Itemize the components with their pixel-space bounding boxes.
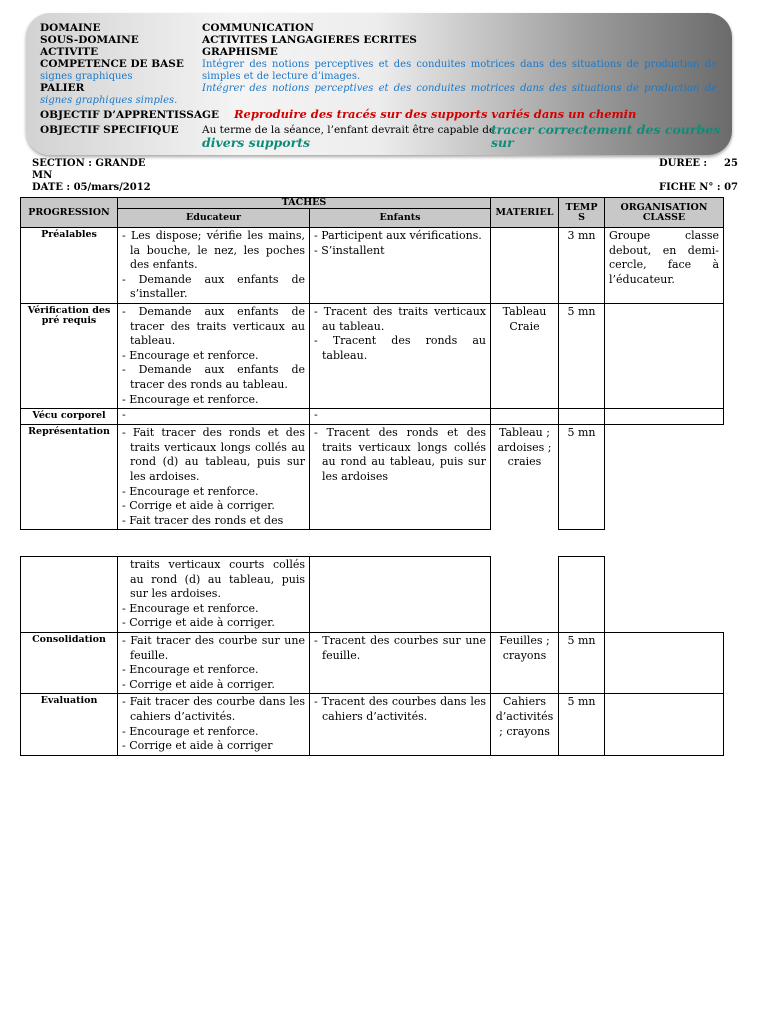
palier-label: PALIER [40, 82, 85, 94]
materiel-cell: Cahiers d’activités ; crayons [491, 694, 559, 755]
progression-cell: Evaluation [21, 694, 118, 755]
list-item: - S’installent [314, 243, 385, 257]
materiel-cell: Tableau ; ardoises ; craies [491, 425, 559, 530]
list-item: - Corrige et aide à corriger. [122, 677, 275, 691]
educateur-cell [118, 694, 310, 755]
activite-label: ACTIVITE [40, 46, 99, 58]
competence-line-1: Intégrer des notions perceptives et des conduites motrices dans des situations de production de [202, 59, 717, 70]
table-row [21, 557, 724, 633]
list-item: - Encourage et renforce. [122, 484, 259, 498]
objectif-specifique-cut: divers supports [202, 135, 311, 150]
activite-value: GRAPHISME [202, 46, 278, 58]
objectif-specifique-label: OBJECTIF SPECIFIQUE [40, 124, 179, 136]
temps-cell: 5 mn [559, 633, 605, 694]
progression-header: PROGRESSION [21, 198, 118, 228]
temps-cell: 5 mn [559, 425, 605, 530]
educateur-header: Educateur [118, 209, 310, 228]
temps-cell: 5 mn [559, 303, 605, 408]
educateur-cell [118, 633, 310, 694]
sous-domaine-value: ACTIVITES LANGAGIERES ECRITES [202, 34, 417, 46]
table-row [21, 228, 724, 304]
table-row [21, 694, 724, 755]
lesson-header-box [26, 13, 732, 155]
progression-cell: Consolidation [21, 633, 118, 694]
list-item: - Encourage et renforce. [122, 724, 259, 738]
list-item: - Fait tracer des courbe sur une feuille. [122, 634, 305, 662]
organisation-header: ORGANISATION CLASSE [605, 198, 724, 228]
competence-line-2b: simples et de lecture d’images. [202, 71, 361, 82]
enfants-header: Enfants [310, 209, 491, 228]
educateur-cell [118, 303, 310, 408]
materiel-cell [491, 557, 559, 633]
domaine-value: COMMUNICATION [202, 22, 314, 34]
enfants-cell [310, 633, 491, 694]
list-item: - Encourage et renforce. [122, 663, 259, 677]
list-item: - Demande aux enfants de s’installer. [122, 272, 305, 301]
educateur-cell [118, 425, 310, 530]
materiel-cell [491, 409, 559, 425]
organisation-cell [605, 557, 724, 633]
progression-cell: Préalables [21, 228, 118, 304]
organisation-cell [605, 409, 724, 425]
table-row [21, 409, 724, 425]
temps-cell: 5 mn [559, 694, 605, 755]
materiel-header: MATERIEL [491, 198, 559, 228]
enfants-cell [310, 557, 491, 633]
objectif-apprentissage-label: OBJECTIF D’APPRENTISSAGE [40, 109, 219, 121]
list-item: - Corrige et aide à corriger. [122, 616, 275, 630]
list-item: - Les dispose; vérifie les mains, la bouche, le nez, les poches des enfants. [122, 229, 305, 272]
organisation-cell [605, 303, 724, 408]
list-item: traits verticaux courts collés au rond (d) au tableau, puis sur les ardoises. [130, 558, 305, 601]
list-item: - Demande aux enfants de tracer des ronds au tableau. [122, 363, 305, 391]
educateur-cell: - [118, 409, 310, 425]
list-item: - Fait tracer des ronds et des [122, 513, 284, 527]
list-item: - Corrige et aide à corriger [122, 739, 273, 753]
organisation-cell: Groupe classe debout, en demi-cercle, face à l’éducateur. [605, 228, 724, 304]
list-item: - Tracent des courbes dans les cahiers d’activités. [314, 695, 486, 723]
list-item: - Tracent des ronds et des traits verticaux longs collés au rond au tableau, puis sur les ardoises [314, 426, 486, 483]
enfants-cell: - [310, 409, 491, 425]
materiel-cell: Feuilles ; crayons [491, 633, 559, 694]
list-item: - Tracent des ronds au tableau. [314, 334, 486, 362]
enfants-cell [310, 694, 491, 755]
competence-label: COMPETENCE DE BASE [40, 58, 184, 70]
objectif-apprentissage-value: Reproduire des tracés sur des supports variés dans un chemin [234, 107, 637, 121]
section-continuation: MN [32, 170, 53, 181]
materiel-cell [491, 228, 559, 304]
enfants-cell [310, 228, 491, 304]
enfants-cell [310, 303, 491, 408]
palier-line-2: signes graphiques simples. [40, 95, 178, 106]
fiche-number: FICHE N° : 07 [659, 182, 738, 193]
enfants-cell [310, 425, 491, 530]
educateur-cell [118, 557, 310, 633]
list-item: - Encourage et renforce. [122, 392, 259, 406]
list-item: - Tracent des courbes sur une feuille. [314, 634, 486, 662]
objectif-specifique-intro: Au terme de la séance, l’enfant devrait être capable de [202, 124, 496, 136]
duree-value: 25 [724, 158, 738, 169]
objectif-specifique-value: tracer correctement des courbes sur [491, 122, 721, 150]
domaine-label: DOMAINE [40, 22, 101, 34]
temps-cell: 3 mn [559, 228, 605, 304]
lesson-table-part-1 [20, 197, 724, 530]
temps-header: TEMP S [559, 198, 605, 228]
temps-cell [559, 409, 605, 425]
palier-line-1: Intégrer des notions perceptives et des conduites motrices dans des situations de production de [202, 83, 717, 94]
list-item: - Fait tracer des ronds et des traits verticaux longs collés au rond (d) au tableau, puis sur les ardoises. [122, 426, 305, 483]
organisation-cell [605, 694, 724, 755]
progression-cell: Vérification des pré requis [21, 303, 118, 408]
table-row [21, 303, 724, 408]
organisation-cell [605, 633, 724, 694]
progression-cell: Vécu corporel [21, 409, 118, 425]
list-item: - Encourage et renforce. [122, 348, 259, 362]
temps-cell [559, 557, 605, 633]
educateur-cell [118, 228, 310, 304]
list-item: - Demande aux enfants de tracer des traits verticaux au tableau. [122, 304, 305, 348]
progression-cell: Représentation [21, 425, 118, 530]
list-item: - Fait tracer des courbe dans les cahiers d’activités. [122, 695, 305, 723]
section-label: SECTION : GRANDE [32, 158, 146, 169]
list-item: - Corrige et aide à corriger. [122, 499, 275, 513]
materiel-cell: Tableau Craie [491, 303, 559, 408]
table-row [21, 425, 724, 530]
lesson-table-part-2 [20, 556, 724, 756]
table-row [21, 633, 724, 694]
sous-domaine-label: SOUS-DOMAINE [40, 34, 139, 46]
list-item: - Participent aux vérifications. [314, 229, 482, 242]
competence-line-2a: signes graphiques [40, 71, 133, 82]
list-item: - Tracent des traits verticaux au tableau. [314, 304, 486, 333]
taches-header: TACHES [118, 198, 491, 209]
list-item: - Encourage et renforce. [122, 601, 259, 615]
date-label: DATE : 05/mars/2012 [32, 182, 151, 193]
duree-label: DUREE : [659, 158, 708, 169]
organisation-cell [605, 425, 724, 530]
progression-cell [21, 557, 118, 633]
